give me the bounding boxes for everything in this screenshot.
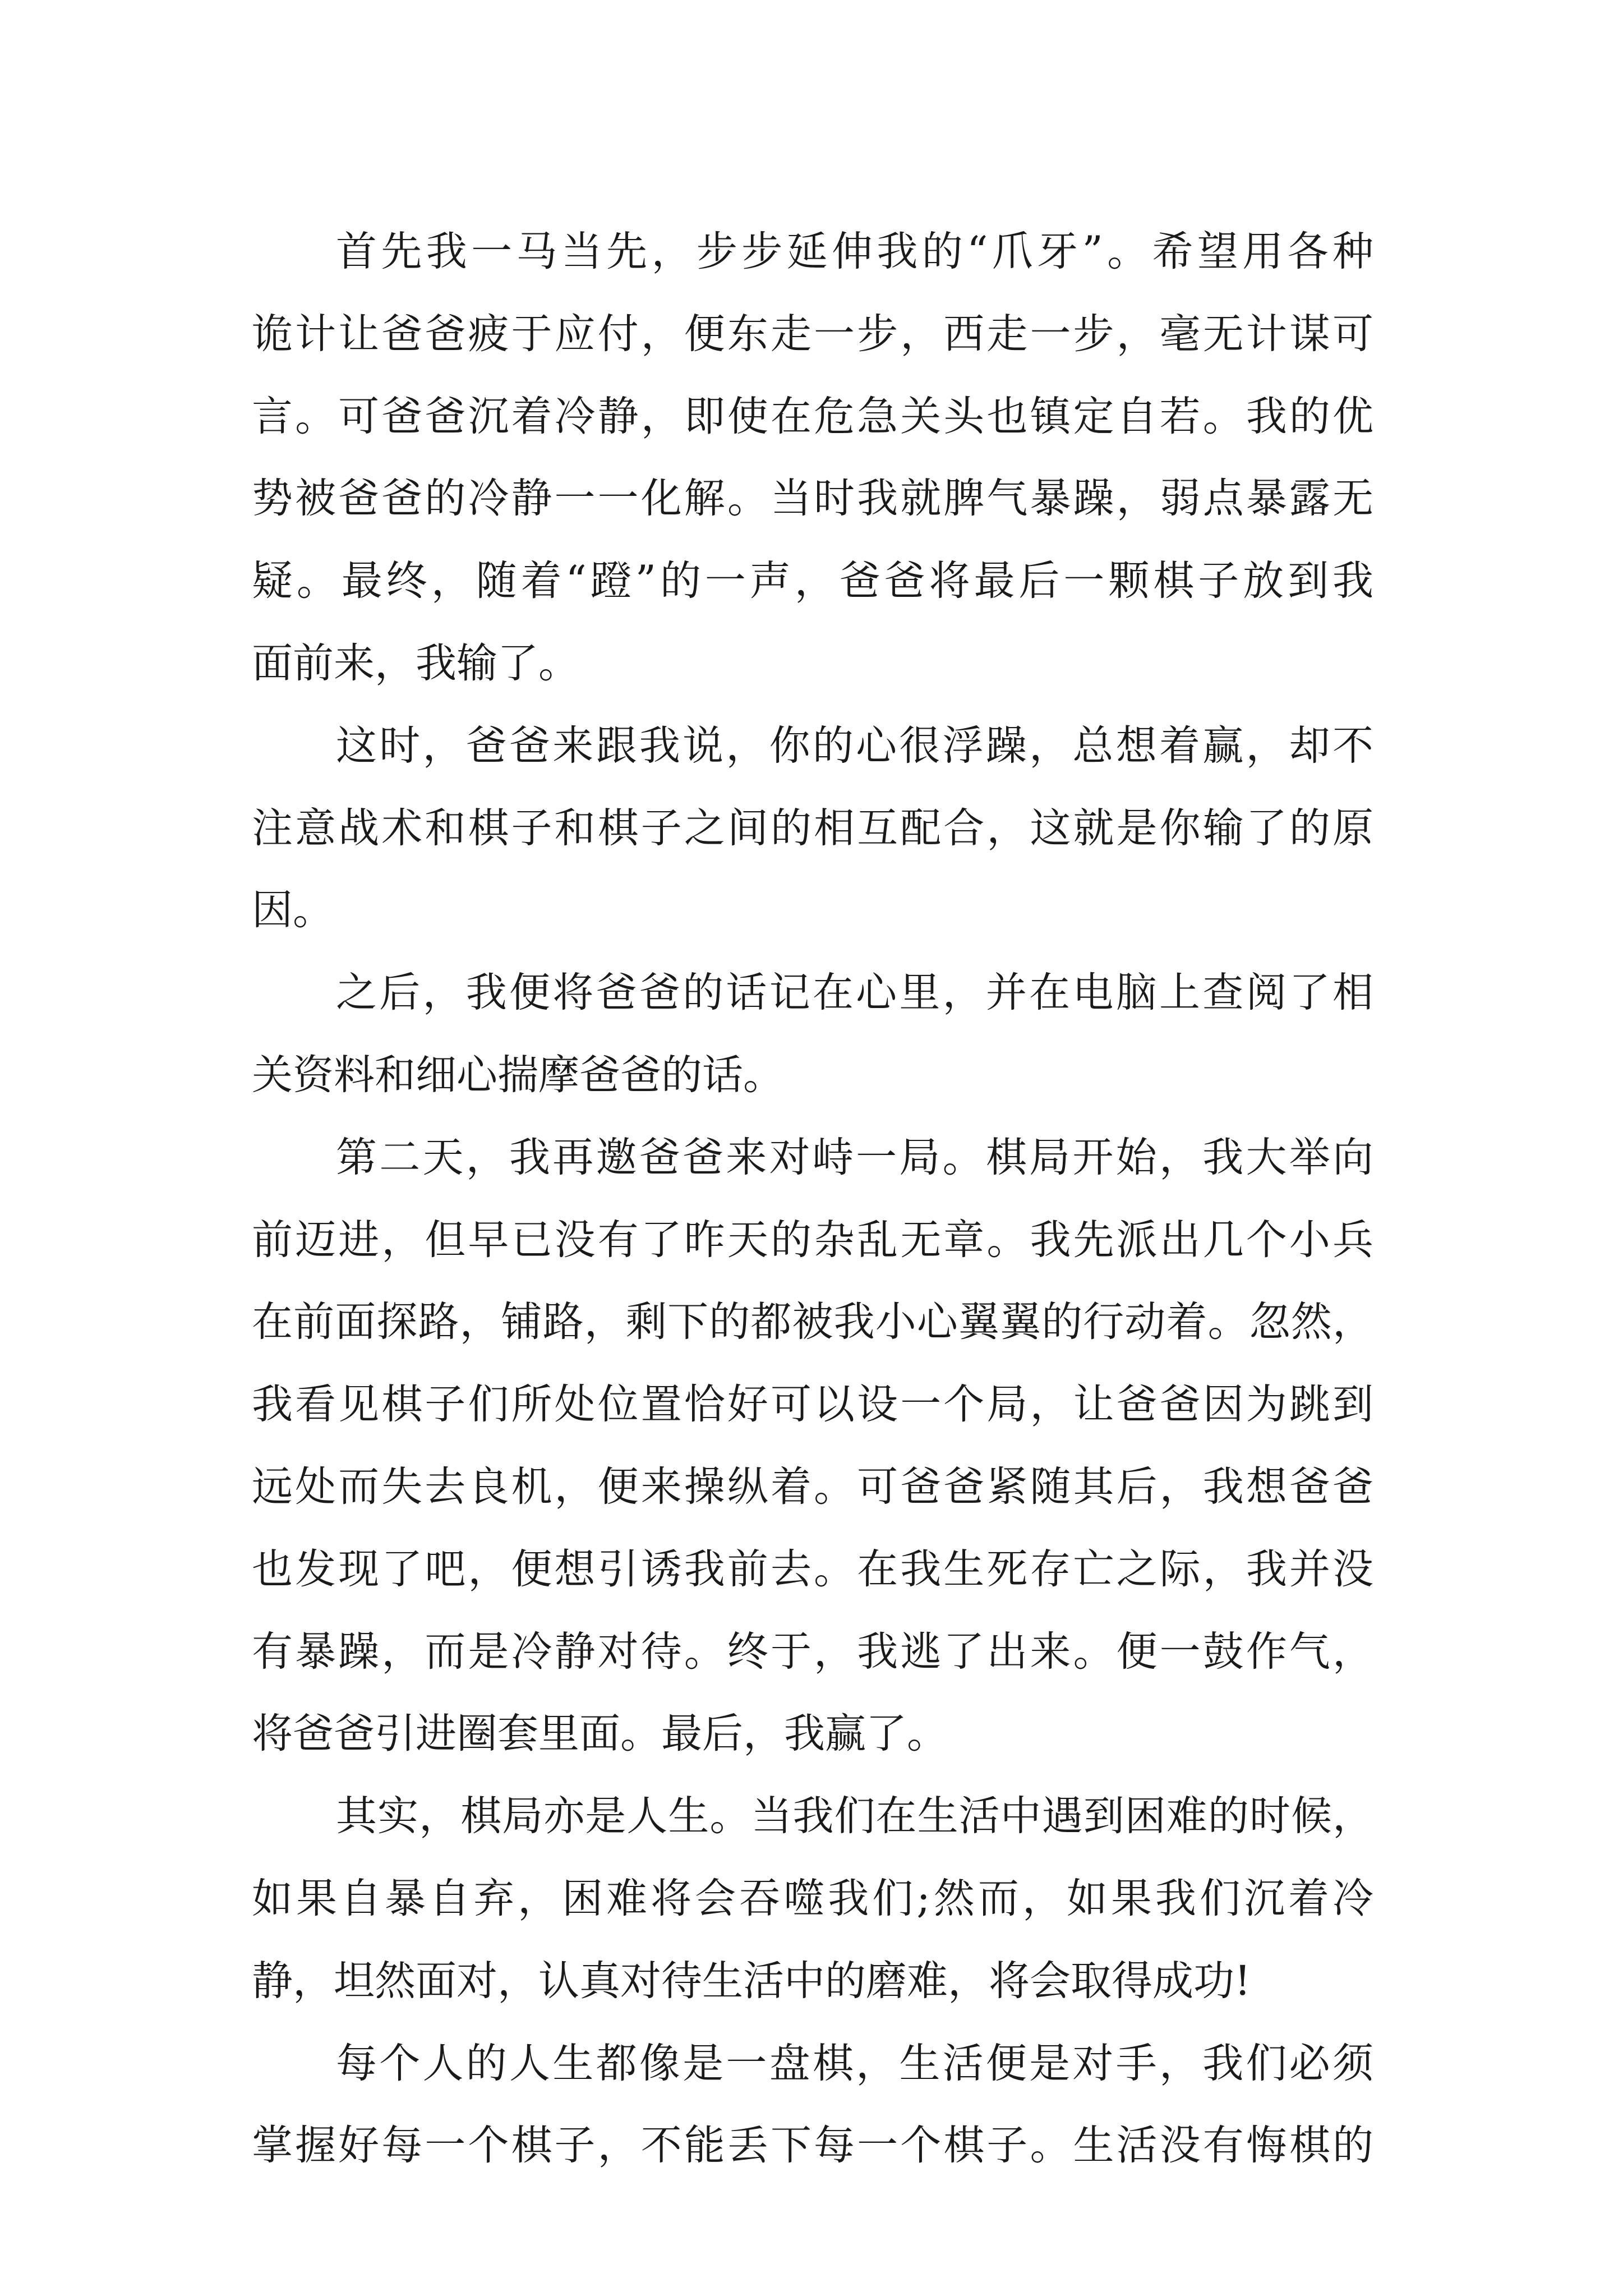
text-line: 我看见棋子们所处位置恰好可以设一个局，让爸爸因为跳到	[252, 1381, 1373, 1429]
text-line: 其实，棋局亦是人生。当我们在生活中遇到困难的时候，	[336, 1792, 1373, 1841]
text-line: 关资料和细心揣摩爸爸的话。	[252, 1051, 784, 1099]
text-line: 也发现了吧，便想引诱我前去。在我生死存亡之际，我并没	[252, 1545, 1373, 1593]
text-line: 之后，我便将爸爸的话记在心里，并在电脑上查阅了相	[336, 969, 1373, 1017]
text-line: 注意战术和棋子和棋子之间的相互配合，这就是你输了的原	[252, 804, 1373, 852]
text-line: 面前来，我输了。	[252, 639, 579, 687]
paragraph	[252, 211, 1373, 705]
text-line: 前迈进，但早已没有了昨天的杂乱无章。我先派出几个小兵	[252, 1216, 1373, 1264]
paragraph	[252, 952, 1373, 1117]
body-text	[252, 211, 1373, 2187]
text-line: 静，坦然面对，认真对待生活中的磨难，将会取得成功!	[252, 1957, 1251, 2005]
paragraph	[252, 1117, 1373, 1775]
text-line: 有暴躁，而是冷静对待。终于，我逃了出来。便一鼓作气，	[252, 1627, 1373, 1676]
text-line: 这时，爸爸来跟我说，你的心很浮躁，总想着赢，却不	[336, 721, 1373, 770]
text-line: 言。可爸爸沉着冷静，即使在危急关头也镇定自若。我的优	[252, 392, 1373, 440]
paragraph	[252, 705, 1373, 952]
text-line: 势被爸爸的冷静一一化解。当时我就脾气暴躁，弱点暴露无	[252, 475, 1373, 523]
text-line: 因。	[252, 886, 334, 935]
text-line: 在前面探路，铺路，剩下的都被我小心翼翼的行动着。忽然，	[252, 1298, 1373, 1346]
text-line: 每个人的人生都像是一盘棋，生活便是对手，我们必须	[336, 2039, 1373, 2087]
paragraph	[252, 2023, 1373, 2188]
text-line: 疑。最终，随着“蹬”的一声，爸爸将最后一颗棋子放到我	[252, 557, 1373, 605]
text-line: 如果自暴自弃，困难将会吞噬我们;然而，如果我们沉着冷	[252, 1874, 1373, 1922]
text-line: 第二天，我再邀爸爸来对峙一局。棋局开始，我大举向	[336, 1133, 1373, 1181]
text-line: 首先我一马当先，步步延伸我的“爪牙”。希望用各种	[336, 228, 1373, 275]
paragraph	[252, 1775, 1373, 2022]
text-line: 将爸爸引进圈套里面。最后，我赢了。	[252, 1710, 948, 1758]
text-line: 诡计让爸爸疲于应付，便东走一步，西走一步，毫无计谋可	[252, 310, 1373, 358]
text-line: 远处而失去良机，便来操纵着。可爸爸紧随其后，我想爸爸	[252, 1462, 1373, 1511]
text-line: 掌握好每一个棋子，不能丢下每一个棋子。生活没有悔棋的	[252, 2122, 1373, 2170]
